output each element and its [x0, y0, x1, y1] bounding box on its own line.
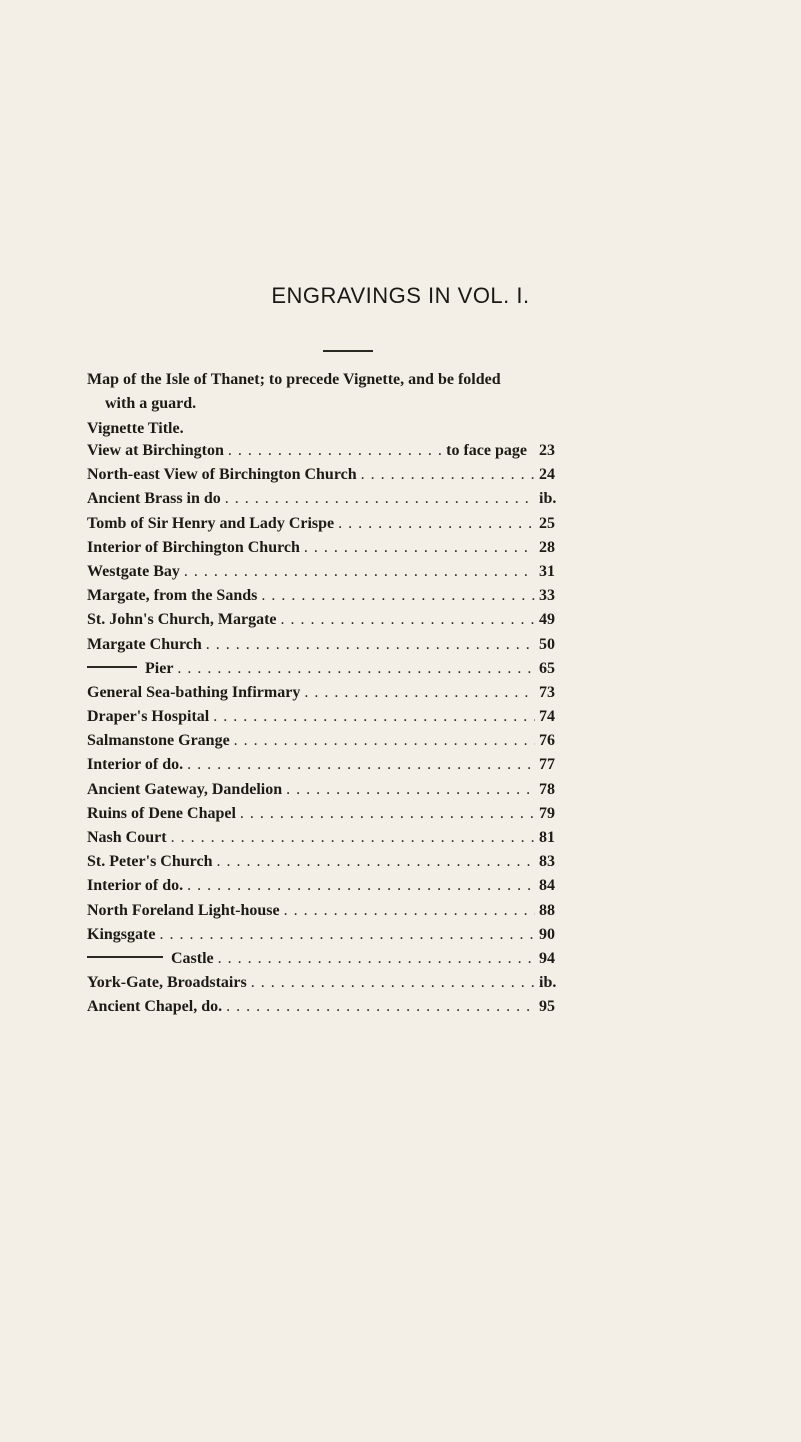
entry-page: 23 — [539, 442, 555, 459]
entry-label: Castle — [171, 949, 214, 967]
leader-dots — [284, 902, 535, 920]
list-item — [87, 998, 567, 1022]
intro-block — [87, 368, 647, 441]
title-rule — [323, 350, 373, 352]
list-item — [87, 926, 567, 950]
list-item — [87, 974, 567, 998]
entry-label: Salmanstone Grange — [87, 732, 230, 750]
entry-page: 50 — [539, 635, 555, 653]
entry-label: Ancient Chapel, do. — [87, 998, 223, 1016]
entry-label: Margate Church — [87, 635, 202, 653]
list-item — [87, 563, 567, 587]
entry-label: Interior of Birchington Church — [87, 538, 300, 556]
list-item — [87, 611, 567, 635]
leader-dots — [251, 974, 535, 992]
entry-page: 78 — [539, 780, 555, 798]
list-item — [87, 684, 567, 708]
entry-label: Draper's Hospital — [87, 708, 210, 726]
entry-label: Kingsgate — [87, 925, 156, 943]
entry-label: Ancient Gateway, Dandelion — [87, 780, 283, 798]
entry-page: 49 — [539, 611, 555, 629]
list-item — [87, 660, 567, 684]
leader-dots — [304, 539, 535, 557]
leader-dots — [187, 756, 535, 774]
entry-label: North-east View of Birchington Church — [87, 466, 357, 484]
list-item — [87, 756, 567, 780]
leader-dots — [225, 490, 535, 508]
ditto-dash — [87, 956, 163, 958]
entry-page: 76 — [539, 732, 555, 750]
entry-page: 90 — [539, 925, 555, 943]
entry-label: Westgate Bay — [87, 562, 180, 580]
leader-dots — [226, 998, 535, 1016]
leader-dots — [171, 829, 535, 847]
leader-dots — [338, 515, 535, 533]
leader-dots — [206, 636, 535, 654]
entry-page: 83 — [539, 853, 555, 871]
entry-page: 25 — [539, 514, 555, 532]
leader-dots — [187, 877, 535, 895]
entry-label: York-Gate, Broadstairs — [87, 974, 247, 992]
entry-label: Interior of do. — [87, 877, 184, 895]
list-item — [87, 539, 567, 563]
entry-label: View at Birchington — [87, 442, 224, 459]
list-item — [87, 732, 567, 756]
entry-page: 81 — [539, 829, 555, 846]
leader-dots — [361, 466, 535, 484]
entry-label: Pier — [145, 659, 174, 677]
entry-label: St. John's Church, Margate — [87, 611, 277, 629]
entry-label: St. Peter's Church — [87, 853, 213, 871]
list-item — [87, 708, 567, 732]
leader-dots — [234, 732, 535, 750]
entry-page: 73 — [539, 683, 555, 701]
leader-dots — [286, 781, 535, 799]
entry-label: General Sea-bathing Infirmary — [87, 683, 301, 701]
entry-page: 77 — [539, 756, 555, 774]
list-item — [87, 950, 567, 974]
entry-page: 24 — [539, 466, 555, 484]
list-item — [87, 853, 567, 877]
leader-dots — [213, 708, 535, 726]
list-item — [87, 515, 567, 539]
entry-page: 33 — [539, 587, 555, 605]
entry-label: Ruins of Dene Chapel — [87, 804, 236, 822]
list-item — [87, 781, 567, 805]
leader-dots — [216, 853, 535, 871]
list-item — [87, 877, 567, 901]
entry-page: ib. — [539, 974, 557, 992]
entry-page: ib. — [539, 490, 557, 508]
entry-suffix: to face page — [446, 442, 527, 459]
intro-line: with a guard. — [105, 395, 197, 413]
entry-page: 74 — [539, 708, 555, 726]
list-item — [87, 902, 567, 926]
entry-page: 65 — [539, 659, 555, 677]
entry-page: 95 — [539, 998, 555, 1016]
leader-dots — [159, 926, 535, 944]
leader-dots — [218, 950, 535, 968]
entry-label: Nash Court — [87, 829, 167, 846]
entry-page: 84 — [539, 877, 555, 895]
entry-page: 31 — [539, 562, 555, 580]
intro-line: Map of the Isle of Thanet; to precede Vignette, and be folded — [87, 371, 501, 388]
entry-label: Ancient Brass in do — [87, 490, 221, 508]
list-item — [87, 466, 567, 490]
entry-page: 79 — [539, 804, 555, 822]
entry-page: 94 — [539, 949, 555, 967]
leader-dots — [184, 563, 535, 581]
leader-dots — [304, 684, 535, 702]
leader-dots — [261, 587, 535, 605]
entry-page: 28 — [539, 538, 555, 556]
entry-label: Tomb of Sir Henry and Lady Crispe — [87, 514, 335, 532]
list-item — [87, 587, 567, 611]
list-item — [87, 490, 567, 514]
leader-dots — [228, 442, 442, 460]
list-item — [87, 829, 567, 853]
engravings-list — [87, 442, 567, 1023]
leader-dots — [281, 611, 536, 629]
entry-label: Margate, from the Sands — [87, 587, 258, 605]
list-item — [87, 636, 567, 660]
intro-line: Vignette Title. — [87, 419, 184, 437]
page-title: ENGRAVINGS IN VOL. I. — [271, 283, 530, 308]
ditto-dash — [87, 666, 137, 668]
entry-label: Interior of do. — [87, 756, 184, 774]
entry-label: North Foreland Light-house — [87, 901, 280, 919]
list-item — [87, 805, 567, 829]
leader-dots — [240, 805, 535, 823]
list-item — [87, 442, 567, 466]
entry-page: 88 — [539, 901, 555, 919]
leader-dots — [177, 660, 535, 678]
